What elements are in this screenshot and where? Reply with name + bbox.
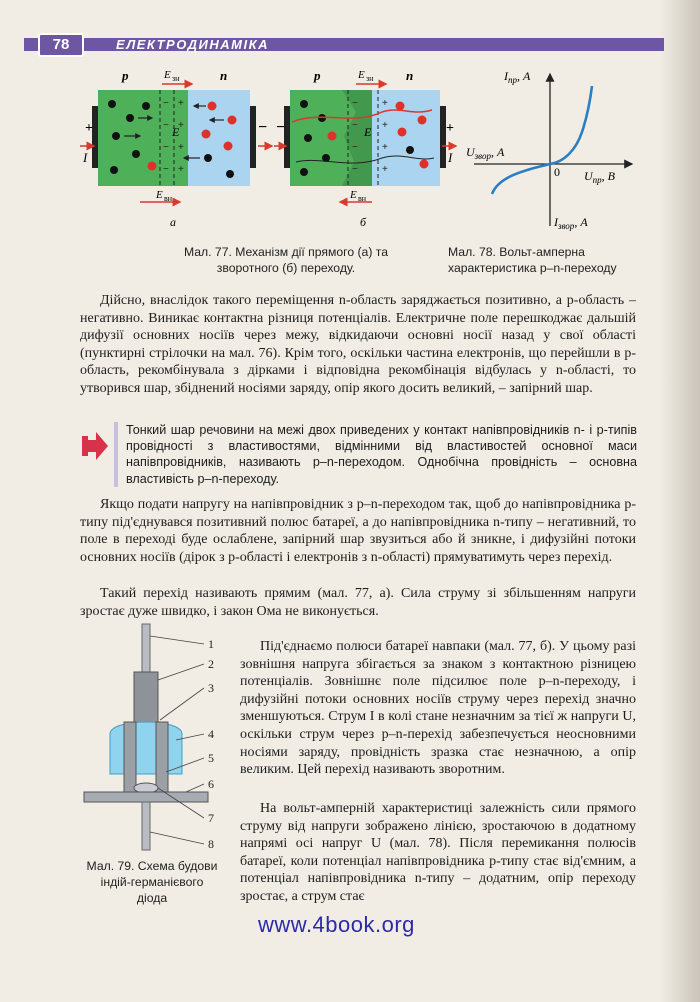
paragraph-2: Якщо подати напругу на напівпровідник з p–n-переходом так, щоб до напівпровідника p-типу під'єднувався позитивний полюс батареї, а до напівпровідника n-типу – негативний, то поле в переході буде ослаблене, запірний шар звузиться або й зникне, і дифузійні потоки основних носіїв (дірок з p-області і електронів з n-області) прямуватимуть через перехід. (80, 497, 636, 565)
svg-text:E: E (172, 125, 180, 139)
paragraph-3: Такий перехід називають прямим (мал. 77, а). Сила струму зі збільшенням напруги зростає дуже швидко, і закон Ома не виконується. (80, 586, 636, 619)
axis-ipr-label: $I_{пр}$, А (504, 69, 531, 85)
label-b: б (360, 215, 367, 229)
fig77-caption: Мал. 77. Механізм дії прямого (а) та зворотного (б) переходу. (183, 245, 389, 275)
svg-text:вн: вн (164, 194, 173, 203)
svg-text:+: + (178, 164, 184, 175)
svg-text:1: 1 (208, 637, 214, 651)
svg-text:3: 3 (208, 681, 214, 695)
svg-text:4: 4 (208, 727, 214, 741)
paragraph-1: Дійсно, внаслідок такого переміщення n-область заряджається позитивно, а p-область – негативно. Виникає контактна різниця потенціалів. Електричне поле перешкоджає дальшій дифузії основних носіїв через межу, відкидаючи основні носії назад у свої області (пунктирні стрілочки на мал. 76). Крім того, оскільки частина електронів, що перейшли в p-область, рекомбінувала з дірками і відповідна рекомбінація відбулась у n-області, то утворився шар, збіднений носіями заряду, опір якого досить великий, – запірний шар. (80, 293, 636, 396)
plus-pole-a: + (85, 121, 93, 136)
svg-text:−: − (352, 164, 358, 175)
svg-text:зн: зн (172, 74, 180, 83)
watermark-link[interactable]: www.4book.org (258, 912, 415, 937)
fig77-panel-b (274, 68, 456, 229)
label-a: а (170, 215, 176, 229)
figure-79-diode (80, 622, 230, 854)
fig78-caption: Мал. 78. Вольт-амперна характеристика p–n-переходу (448, 245, 617, 275)
svg-text:E: E (358, 69, 365, 81)
svg-text:+: + (382, 142, 388, 153)
svg-text:E: E (364, 125, 372, 139)
svg-text:зн: зн (366, 74, 374, 83)
svg-text:7: 7 (208, 811, 214, 825)
fig79-caption: Мал. 79. Схема будови індій-германієвого діода (86, 859, 218, 905)
paragraph-4: Під'єднаємо полюси батареї навпаки (мал. 77, б). У цьому разі зовнішня напруга збігається за знаком з контактною різницею потенціалів. Зовнішнє поле підсилює поле p–n-переходу, і дифузійні потоки основних носіїв струму через перехід значно зменшуються. Струм I в колі стане незначним за тієї ж напруги U, оскільки струм через p–n-перехід забезпечується неосновними носіями заряду, провідність зразка стає незначною, а опір великим. Цей перехід називають зворотним. (240, 639, 636, 778)
svg-text:вн: вн (358, 194, 367, 203)
definition-note: Тонкий шар речовини на межі двох приведених у контакт напівпровідників n- і p-типів провідності з властивостями, відмінними від властивостей основної маси напівпровідників, називають p–n-переходом. Однобічна провідність – основна властивість p–n-переходу. (114, 422, 637, 487)
minus-pole-b: − (276, 119, 286, 136)
svg-text:8: 8 (208, 837, 214, 851)
svg-text:+: + (178, 98, 184, 109)
svg-text:E: E (350, 189, 357, 201)
plus-pole-b: + (446, 121, 454, 136)
section-title: ЕЛЕКТРОДИНАМІКА (116, 37, 269, 52)
svg-text:−: − (163, 164, 169, 175)
svg-text:−: − (163, 142, 169, 153)
figure-77-pn-junction (80, 66, 460, 236)
svg-text:−: − (352, 98, 358, 109)
label-n-a: n (220, 68, 228, 83)
svg-text:−: − (352, 120, 358, 131)
label-p-a: p (122, 68, 129, 83)
page-edge-shadow (660, 0, 700, 1002)
axis-izvor-label: $I_{звор}$, А (554, 215, 588, 231)
minus-pole-a: − (258, 119, 268, 136)
svg-text:+: + (382, 164, 388, 175)
svg-text:−: − (352, 142, 358, 153)
svg-text:I: I (448, 150, 453, 165)
label-p-b: p (314, 68, 321, 83)
fig77-panel-a (80, 68, 272, 229)
svg-text:+: + (178, 120, 184, 131)
svg-text:5: 5 (208, 751, 214, 765)
hand-pointer-icon (80, 426, 110, 466)
svg-text:−: − (163, 120, 169, 131)
svg-text:+: + (178, 142, 184, 153)
page-header (24, 33, 664, 57)
svg-text:6: 6 (208, 777, 214, 791)
svg-text:−: − (163, 98, 169, 109)
axis-upr-label: $U_{пр}$, В (584, 169, 616, 185)
svg-text:+: + (382, 120, 388, 131)
figure-78-iv-curve (464, 66, 654, 236)
axis-uzvor-label: $U_{звор}$, А (466, 145, 505, 161)
svg-text:E: E (164, 69, 171, 81)
svg-text:+: + (382, 98, 388, 109)
page-number: 78 (38, 33, 84, 57)
svg-text:2: 2 (208, 657, 214, 671)
svg-text:E: E (156, 189, 163, 201)
paragraph-5: На вольт-амперній характеристиці залежність сили прямого струму від напруги зображено лінією, зростаючою в додатному напрямі осі напруг U (мал. 78). Після перемикання полюсів батареї, коли потенціал напівпровідника p-типу стає від'ємним, а потенціал напівпровідника n-типу – додатним, опір переходу зростає, а струм стає (240, 801, 636, 904)
origin-label: 0 (554, 165, 560, 179)
svg-text:I: I (83, 150, 88, 165)
label-n-b: n (406, 68, 414, 83)
